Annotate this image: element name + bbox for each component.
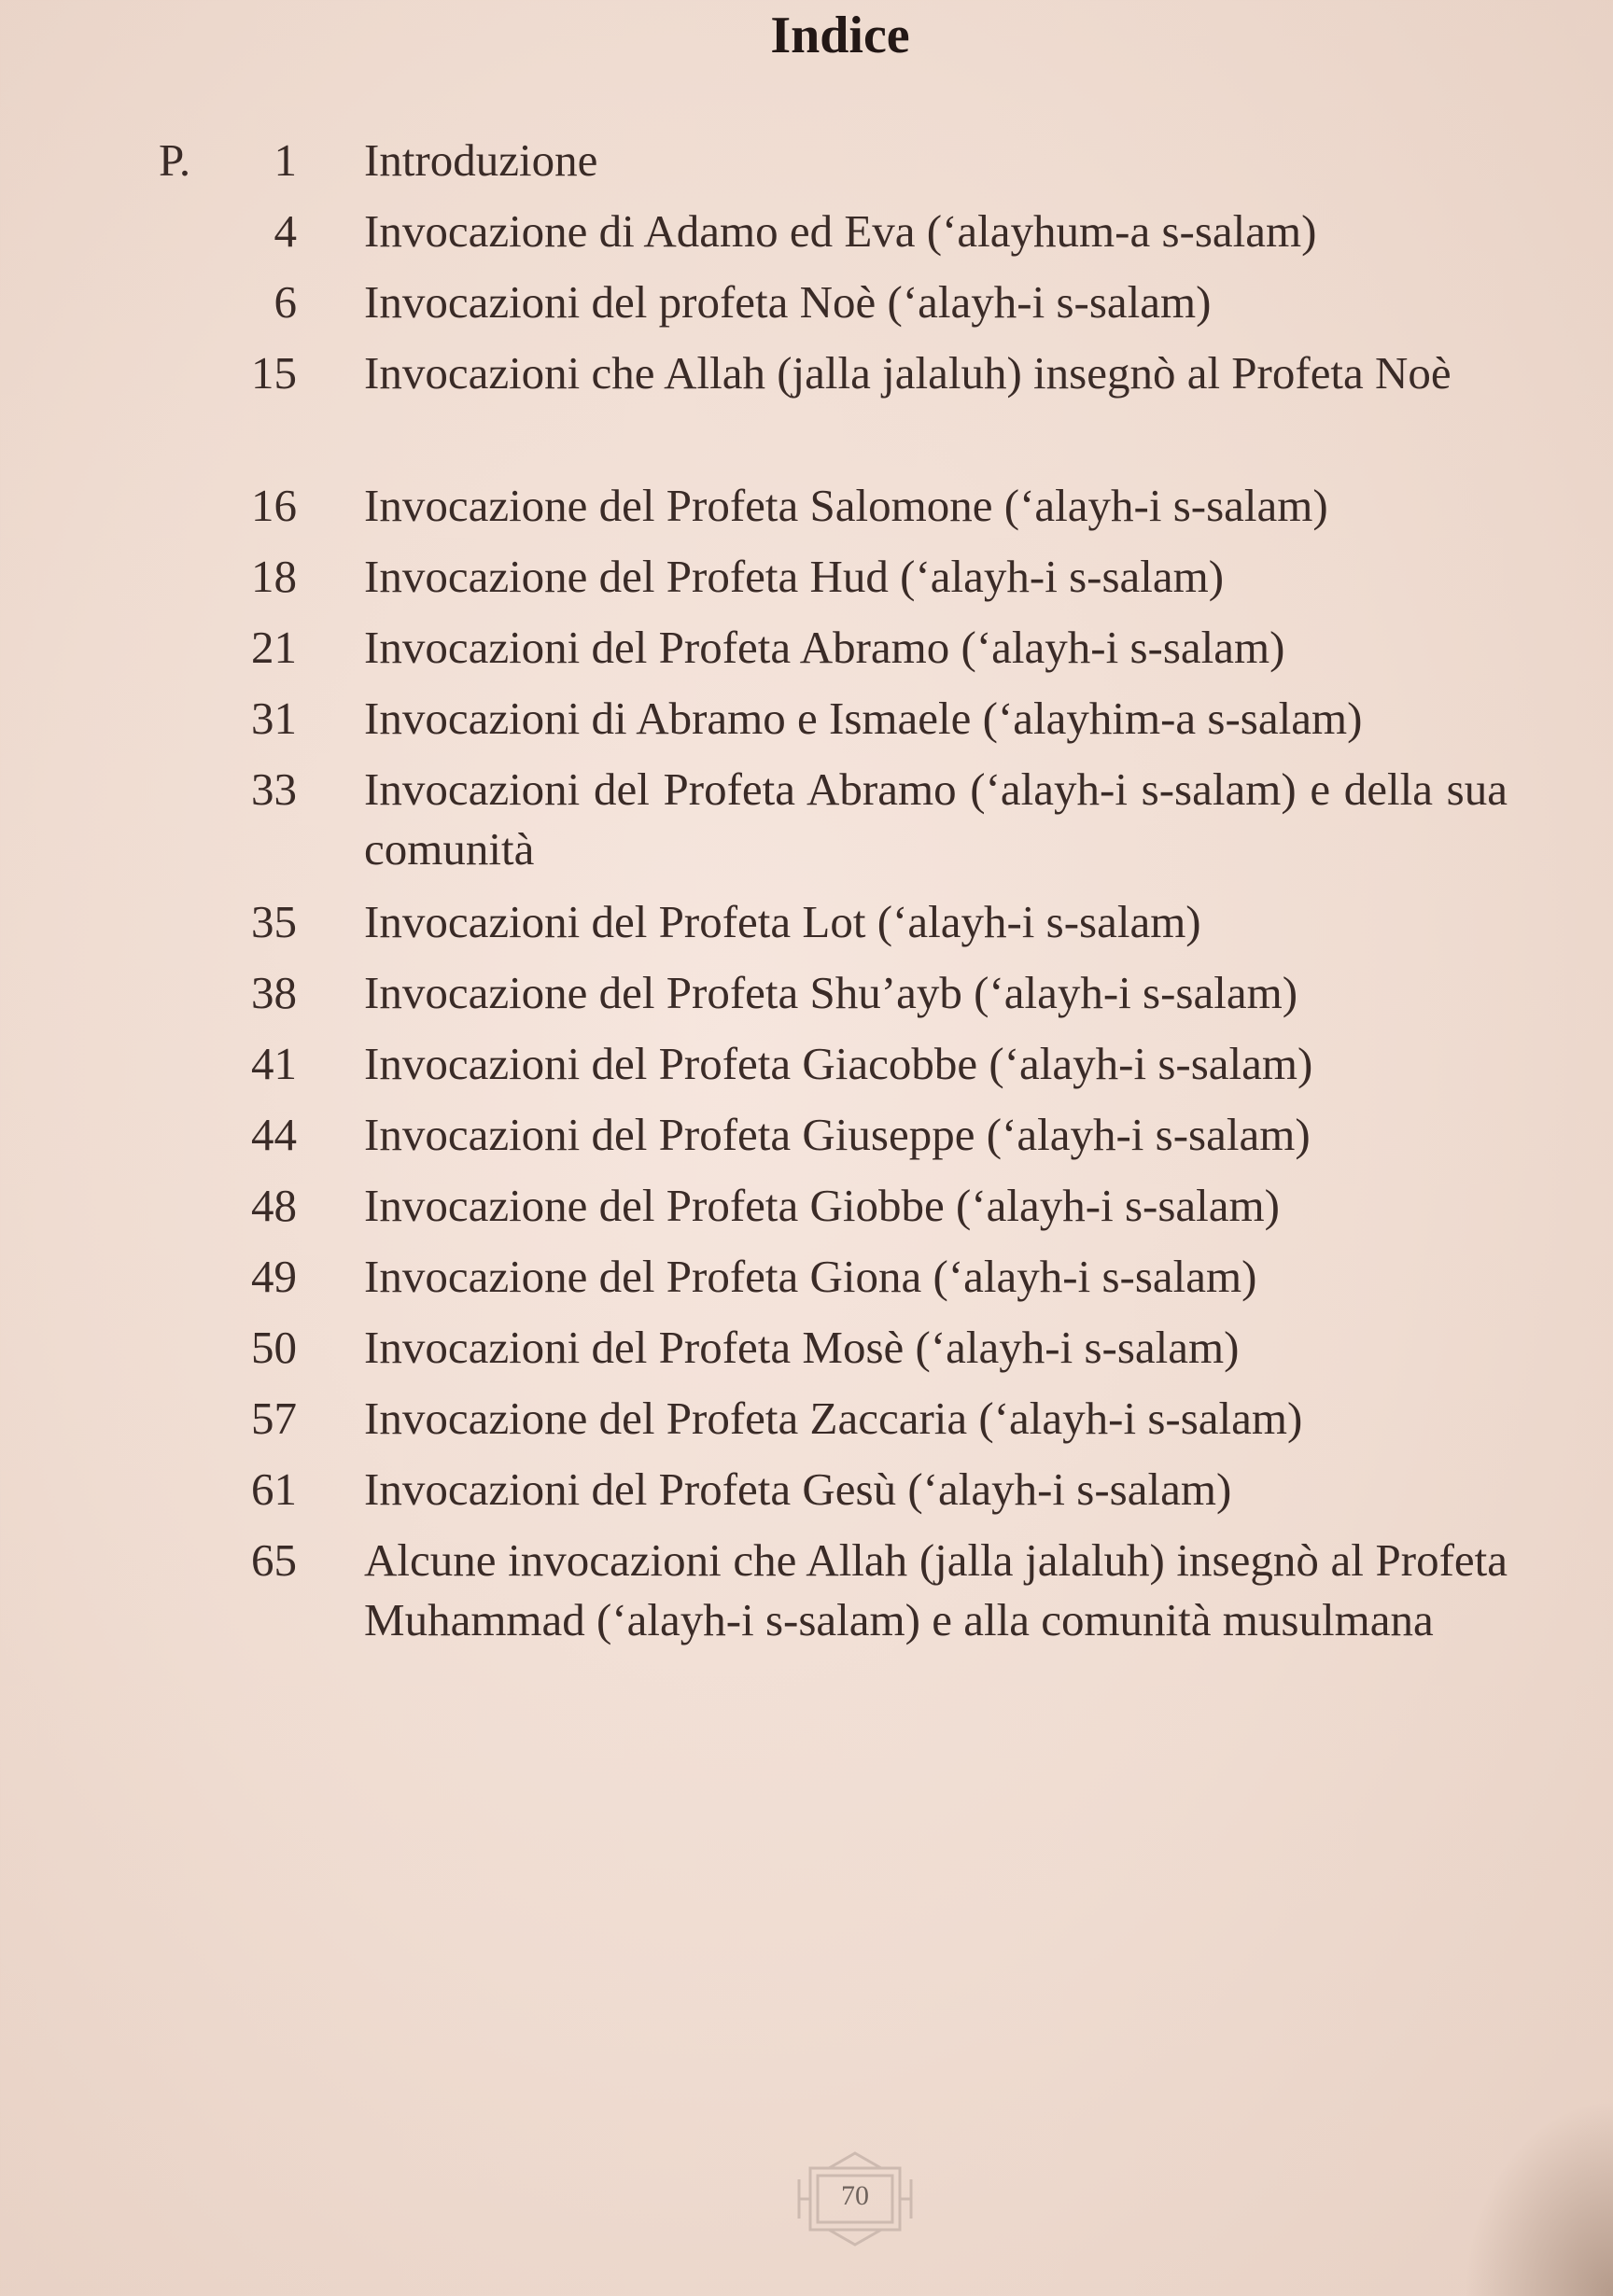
toc-page-number: 31 bbox=[251, 693, 297, 744]
toc-entry-title: Invocazione del Profeta Hud (‘alayh-i s-salam) bbox=[364, 551, 1225, 602]
toc-page-number: 1 bbox=[274, 134, 297, 186]
toc-entry-title: Invocazione del Profeta Salomone (‘alayh-i s-salam) bbox=[364, 480, 1328, 531]
page-corner-shadow bbox=[1464, 2100, 1613, 2296]
toc-page-number: 57 bbox=[251, 1393, 297, 1444]
toc-page-number: 4 bbox=[274, 205, 297, 257]
toc-entry-title: Invocazioni del Profeta Abramo (‘alayh-i s-salam) e della sua comunità bbox=[364, 763, 1508, 875]
toc-entry-title: Invocazioni di Abramo e Ismaele (‘alayhim-a s-salam) bbox=[364, 693, 1363, 744]
page-number-ornament bbox=[792, 2151, 919, 2247]
page-title: Indice bbox=[770, 7, 910, 64]
toc-page-number: 16 bbox=[251, 480, 297, 531]
toc-entry-title: Invocazioni del profeta Noè (‘alayh-i s-salam) bbox=[364, 276, 1212, 328]
toc-entry-title: Invocazioni del Profeta Lot (‘alayh-i s-salam) bbox=[364, 896, 1201, 947]
toc-entry-title: Introduzione bbox=[364, 134, 598, 186]
toc-entry-title: Invocazione del Profeta Shu’ayb (‘alayh-i s-salam) bbox=[364, 967, 1298, 1018]
toc-entry-title: Invocazioni del Profeta Mosè (‘alayh-i s-salam) bbox=[364, 1322, 1240, 1373]
page-number: 70 bbox=[841, 2180, 869, 2211]
toc-page-number: 18 bbox=[251, 551, 297, 602]
toc-entry-title: Invocazione del Profeta Giona (‘alayh-i s-salam) bbox=[364, 1251, 1257, 1302]
toc-entry-title: Invocazione del Profeta Giobbe (‘alayh-i s-salam) bbox=[364, 1180, 1280, 1231]
toc-page-number: 44 bbox=[251, 1109, 297, 1160]
toc-page-number: 15 bbox=[251, 347, 297, 399]
toc-page-number: 38 bbox=[251, 967, 297, 1018]
toc-entry-title: Invocazioni del Profeta Gesù (‘alayh-i s-salam) bbox=[364, 1463, 1232, 1515]
toc-entry-title: Invocazioni del Profeta Giuseppe (‘alayh-i s-salam) bbox=[364, 1109, 1311, 1160]
toc-page-number: 65 bbox=[251, 1534, 297, 1586]
page-prefix-label: P. bbox=[159, 134, 191, 186]
toc-entry-title: Invocazioni che Allah (jalla jalaluh) insegnò al Profeta Noè bbox=[364, 347, 1452, 399]
toc-page-number: 61 bbox=[251, 1463, 297, 1515]
toc-entry-title: Invocazioni del Profeta Giacobbe (‘alayh-i s-salam) bbox=[364, 1038, 1313, 1089]
toc-entry-title: Invocazione di Adamo ed Eva (‘alayhum-a s-salam) bbox=[364, 205, 1317, 257]
toc-page-number: 6 bbox=[274, 276, 297, 328]
toc-entry-title: Alcune invocazioni che Allah (jalla jalaluh) insegnò al Profeta Muhammad (‘alayh-i s-salam) e alla comunità musulmana bbox=[364, 1534, 1508, 1645]
toc-page-number: 33 bbox=[251, 763, 297, 815]
toc-entry-title: Invocazioni del Profeta Abramo (‘alayh-i s-salam) bbox=[364, 622, 1285, 673]
toc-page-number: 48 bbox=[251, 1180, 297, 1231]
toc-entry-title: Invocazione del Profeta Zaccaria (‘alayh-i s-salam) bbox=[364, 1393, 1303, 1444]
toc-page-number: 50 bbox=[251, 1322, 297, 1373]
toc-page-number: 49 bbox=[251, 1251, 297, 1302]
toc-page-number: 35 bbox=[251, 896, 297, 947]
toc-page-number: 41 bbox=[251, 1038, 297, 1089]
toc-page-number: 21 bbox=[251, 622, 297, 673]
